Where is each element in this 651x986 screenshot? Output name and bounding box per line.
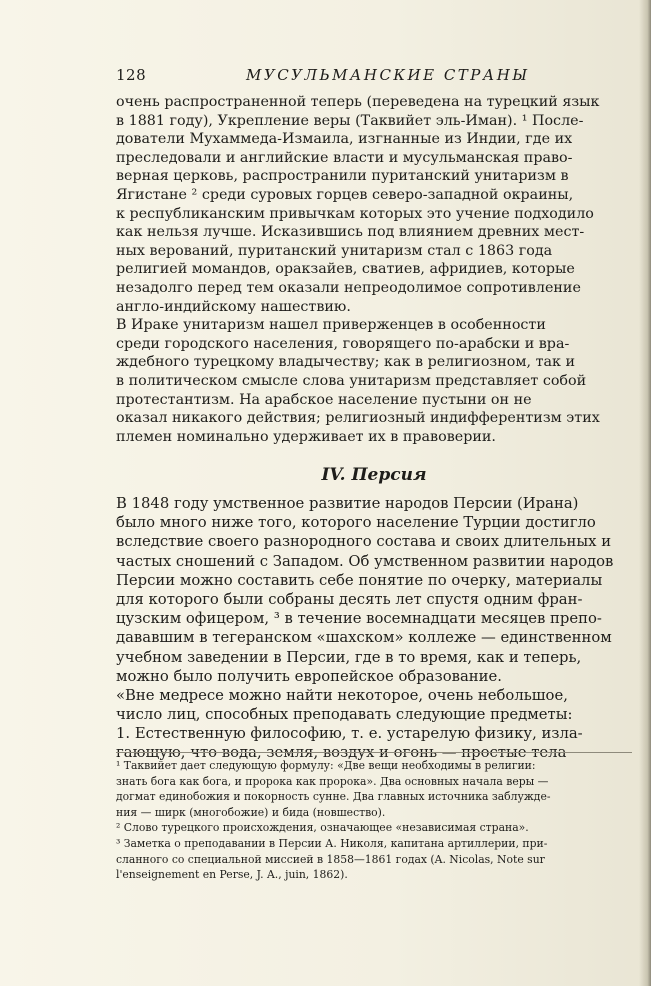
text-line: для которого были собраны десять лет спустя одним фран- (116, 590, 583, 608)
text-line: гающую, что вода, земля, воздух и огонь — простые тела (116, 744, 567, 762)
footnote-line: догмат единобожия и покорность сунне. Два главных источника заблужде- (116, 790, 551, 804)
footnote-line: знать бога как бога, и пророка как пророка». Два основных начала веры — (116, 774, 549, 788)
text-line: «Вне медресе можно найти некоторое, очень небольшое, (116, 686, 568, 704)
page-edge-shadow (639, 0, 651, 986)
footnote-line: ния — ширк (многобожие) и бида (новшество). (116, 805, 386, 819)
text-line: учебном заведении в Персии, где в то время, как и теперь, (116, 648, 582, 666)
text-line: протестантизм. На арабское население пустыни он не (116, 391, 532, 408)
text-line: цузским офицером, ³ в течение восемнадцати месяцев препо- (116, 610, 602, 628)
footnote-line: l'enseignement en Perse, J. A., juin, 1862). (116, 868, 348, 882)
page-header (116, 66, 636, 86)
text-line: в 1881 году), Укрепление веры (Таквийет эль-Иман). ¹ После- (116, 112, 584, 129)
footnote-divider (116, 752, 632, 753)
text-line: число лиц, способных преподавать следующие предметы: (116, 706, 573, 724)
text-line: очень распространенной теперь (переведена на турецкий язык (116, 94, 600, 110)
text-line: можно было получить европейское образование. (116, 667, 502, 685)
text-line: англо-индийскому нашествию. (116, 298, 351, 315)
text-line: религией момандов, оракзайев, сватиев, афридиев, которые (116, 261, 575, 278)
text-line: к республиканским привычкам которых это учение подходило (116, 205, 594, 222)
text-line: дователи Мухаммеда-Измаила, изгнанные из Индии, где их (116, 131, 573, 148)
text-line: дававшим в тегеранском «шахском» коллеже — единственном (116, 629, 612, 647)
text-line: Ягистане ² среди суровых горцев северо-западной окраины, (116, 186, 574, 203)
text-block-unitarism (116, 93, 632, 446)
text-line: частых сношений с Западом. Об умственном развитии народов (116, 552, 614, 570)
footnote-line: ¹ Таквийет дает следующую формулу: «Две вещи необходимы в религии: (116, 759, 536, 772)
text-line: преследовали и английские власти и мусульманская право- (116, 149, 573, 166)
footnote-line: сланного со специальной миссией в 1858—1861 годах (A. Nicolas, Note sur (116, 852, 545, 866)
running-title: МУСУЛЬМАНСКИЕ СТРАНЫ (246, 66, 530, 84)
text-line: в политическом смысле слова унитаризм представляет собой (116, 372, 587, 389)
footnote-line: ² Слово турецкого происхождения, означающее «независимая страна». (116, 821, 529, 835)
page-number: 128 (116, 66, 147, 84)
text-line: племен номинально удерживает их в правоверии. (116, 428, 496, 445)
text-line: В Ираке унитаризм нашел приверженцев в особенности (116, 317, 546, 334)
text-block-persia (116, 494, 632, 763)
text-line: ждебного турецкому владычеству; как в религиозном, так и (116, 354, 576, 371)
footnote-line: ³ Заметка о преподавании в Персии А. Николя, капитана артиллерии, при- (116, 836, 548, 850)
text-line: В 1848 году умственное развитие народов Персии (Ирана) (116, 495, 579, 512)
text-line: ных верований, пуританский унитаризм стал с 1863 года (116, 242, 553, 259)
text-line: как нельзя лучше. Исказившись под влиянием древних мест- (116, 224, 585, 241)
text-line: среди городского населения, говорящего по-арабски и вра- (116, 335, 570, 352)
text-line: оказал никакого действия; религиозный индифферентизм этих (116, 410, 600, 427)
text-line: 1. Естественную философию, т. е. устарелую физику, изла- (116, 725, 583, 743)
text-line: незадолго перед тем оказали непреодолимое сопротивление (116, 279, 581, 296)
text-line: было много ниже того, которого население Турции достигло (116, 514, 596, 532)
text-line: вследствие своего разнородного состава и своих длительных и (116, 533, 612, 551)
text-line: Персии можно составить себе понятие по очерку, материалы (116, 571, 603, 589)
text-line: верная церковь, распространили пуританский унитаризм в (116, 168, 569, 185)
section-heading-persia: IV. Персия (321, 465, 427, 485)
footnotes (116, 758, 632, 883)
